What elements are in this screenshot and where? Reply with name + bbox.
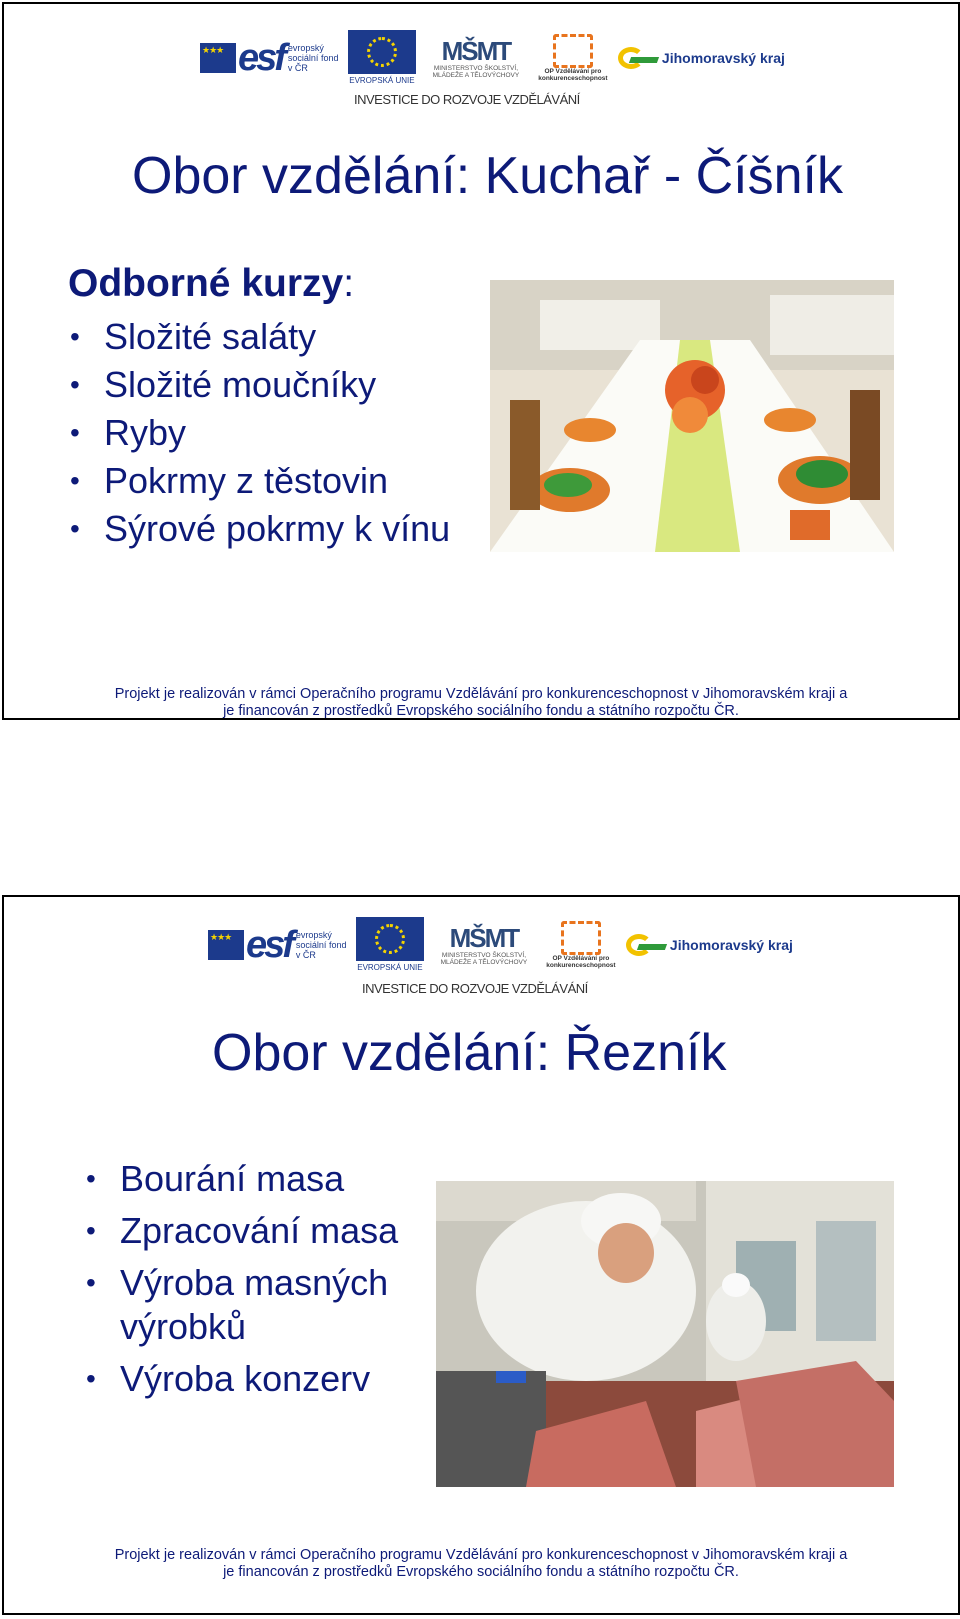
jmk-icon	[626, 932, 666, 958]
list-item-text: Ryby	[104, 412, 187, 453]
jmk-label: Jihomoravský kraj	[669, 936, 793, 953]
op-logo	[534, 34, 612, 82]
slide-title: Obor vzdělání: Řezník	[212, 1024, 727, 1082]
msmt-logo	[432, 924, 536, 966]
slide-reznik	[2, 895, 960, 1615]
list-item-text: Sýrové pokrmy k vínu	[104, 508, 451, 549]
list-item-text: Bourání masa	[120, 1158, 345, 1199]
bullet-icon: •	[86, 1267, 96, 1298]
logo-bar	[200, 30, 785, 85]
bullet-icon: •	[86, 1163, 96, 1194]
jmk-logo	[626, 932, 793, 958]
list-item	[70, 457, 450, 505]
list-item-text: Zpracování masa	[120, 1210, 399, 1251]
subheading	[68, 262, 354, 306]
jmk-icon	[618, 45, 658, 71]
msmt-logo	[424, 37, 528, 79]
esf-mark: esf	[238, 36, 284, 79]
eu-logo	[348, 30, 416, 85]
banquet-table-photo	[490, 280, 894, 552]
footer	[4, 686, 958, 720]
list-item	[86, 1205, 440, 1257]
op-label: OP Vzdělávání pro konkurenceschopnost	[546, 954, 616, 969]
list-item	[70, 409, 450, 457]
msmt-label: MINISTERSTVO ŠKOLSTVÍ, MLÁDEŽE A TĚLOVÝCHOVY	[440, 951, 528, 966]
list-item-text: Výroba konzerv	[120, 1358, 371, 1399]
footer-line-2: je financován z prostředků Evropského sociálního fondu a státního rozpočtu ČR.	[223, 703, 739, 719]
footer	[4, 1547, 958, 1581]
eu-flag-icon	[348, 30, 416, 74]
course-list	[70, 313, 451, 553]
esf-label: evropský sociální fond v ČR	[295, 929, 347, 960]
bullet-icon: •	[70, 369, 80, 400]
esf-label: evropský sociální fond v ČR	[287, 42, 339, 73]
eu-logo	[356, 917, 424, 972]
op-icon	[553, 34, 593, 68]
esf-stars-icon	[208, 930, 244, 960]
list-item	[86, 1257, 440, 1353]
slide-title: Obor vzdělání: Kuchař - Číšník	[132, 147, 843, 205]
esf-logo	[200, 36, 340, 79]
msmt-mark: MŠMT	[441, 35, 511, 66]
list-item	[70, 361, 450, 409]
op-logo	[542, 921, 620, 969]
op-label: OP Vzdělávání pro konkurenceschopnost	[538, 67, 608, 82]
investice-label: INVESTICE DO ROZVOJE VZDĚLÁVÁNÍ	[354, 92, 580, 107]
investice-label: INVESTICE DO ROZVOJE VZDĚLÁVÁNÍ	[362, 981, 588, 996]
list-item	[70, 313, 450, 361]
list-item	[86, 1353, 440, 1405]
esf-mark: esf	[246, 923, 292, 966]
list-item	[86, 1153, 440, 1205]
bullet-icon: •	[70, 321, 80, 352]
list-item-text: Složité saláty	[104, 316, 317, 357]
skills-list	[86, 1153, 440, 1405]
list-item-text: Pokrmy z těstovin	[104, 460, 389, 501]
bullet-icon: •	[70, 513, 80, 544]
jmk-label: Jihomoravský kraj	[661, 49, 785, 66]
butcher-photo	[436, 1181, 894, 1487]
bullet-icon: •	[70, 417, 80, 448]
subheading-colon: :	[343, 262, 355, 305]
bullet-icon: •	[86, 1215, 96, 1246]
list-item	[70, 505, 451, 553]
op-icon	[561, 921, 601, 955]
eu-label: EVROPSKÁ UNIE	[349, 76, 415, 85]
bullet-icon: •	[86, 1363, 96, 1394]
bullet-icon: •	[70, 465, 80, 496]
msmt-mark: MŠMT	[449, 922, 519, 953]
footer-line-1: Projekt je realizován v rámci Operačního programu Vzdělávání pro konkurenceschopnost v Jihomoravském kraji a	[114, 1547, 848, 1563]
esf-logo	[208, 923, 348, 966]
eu-flag-icon	[356, 917, 424, 961]
jmk-logo	[618, 45, 785, 71]
list-item-text: Výroba masných výrobků	[120, 1262, 389, 1347]
eu-label: EVROPSKÁ UNIE	[357, 963, 423, 972]
esf-stars-icon	[200, 43, 236, 73]
footer-line-2: je financován z prostředků Evropského sociálního fondu a státního rozpočtu ČR.	[223, 1564, 739, 1580]
subheading-bold: Odborné kurzy	[68, 262, 344, 305]
footer-line-1: Projekt je realizován v rámci Operačního programu Vzdělávání pro konkurenceschopnost v Jihomoravském kraji a	[114, 686, 848, 702]
logo-bar	[208, 917, 793, 972]
msmt-label: MINISTERSTVO ŠKOLSTVÍ, MLÁDEŽE A TĚLOVÝCHOVY	[432, 64, 520, 79]
list-item-text: Složité moučníky	[104, 364, 377, 405]
slide-kuchar-cisnik	[2, 2, 960, 720]
